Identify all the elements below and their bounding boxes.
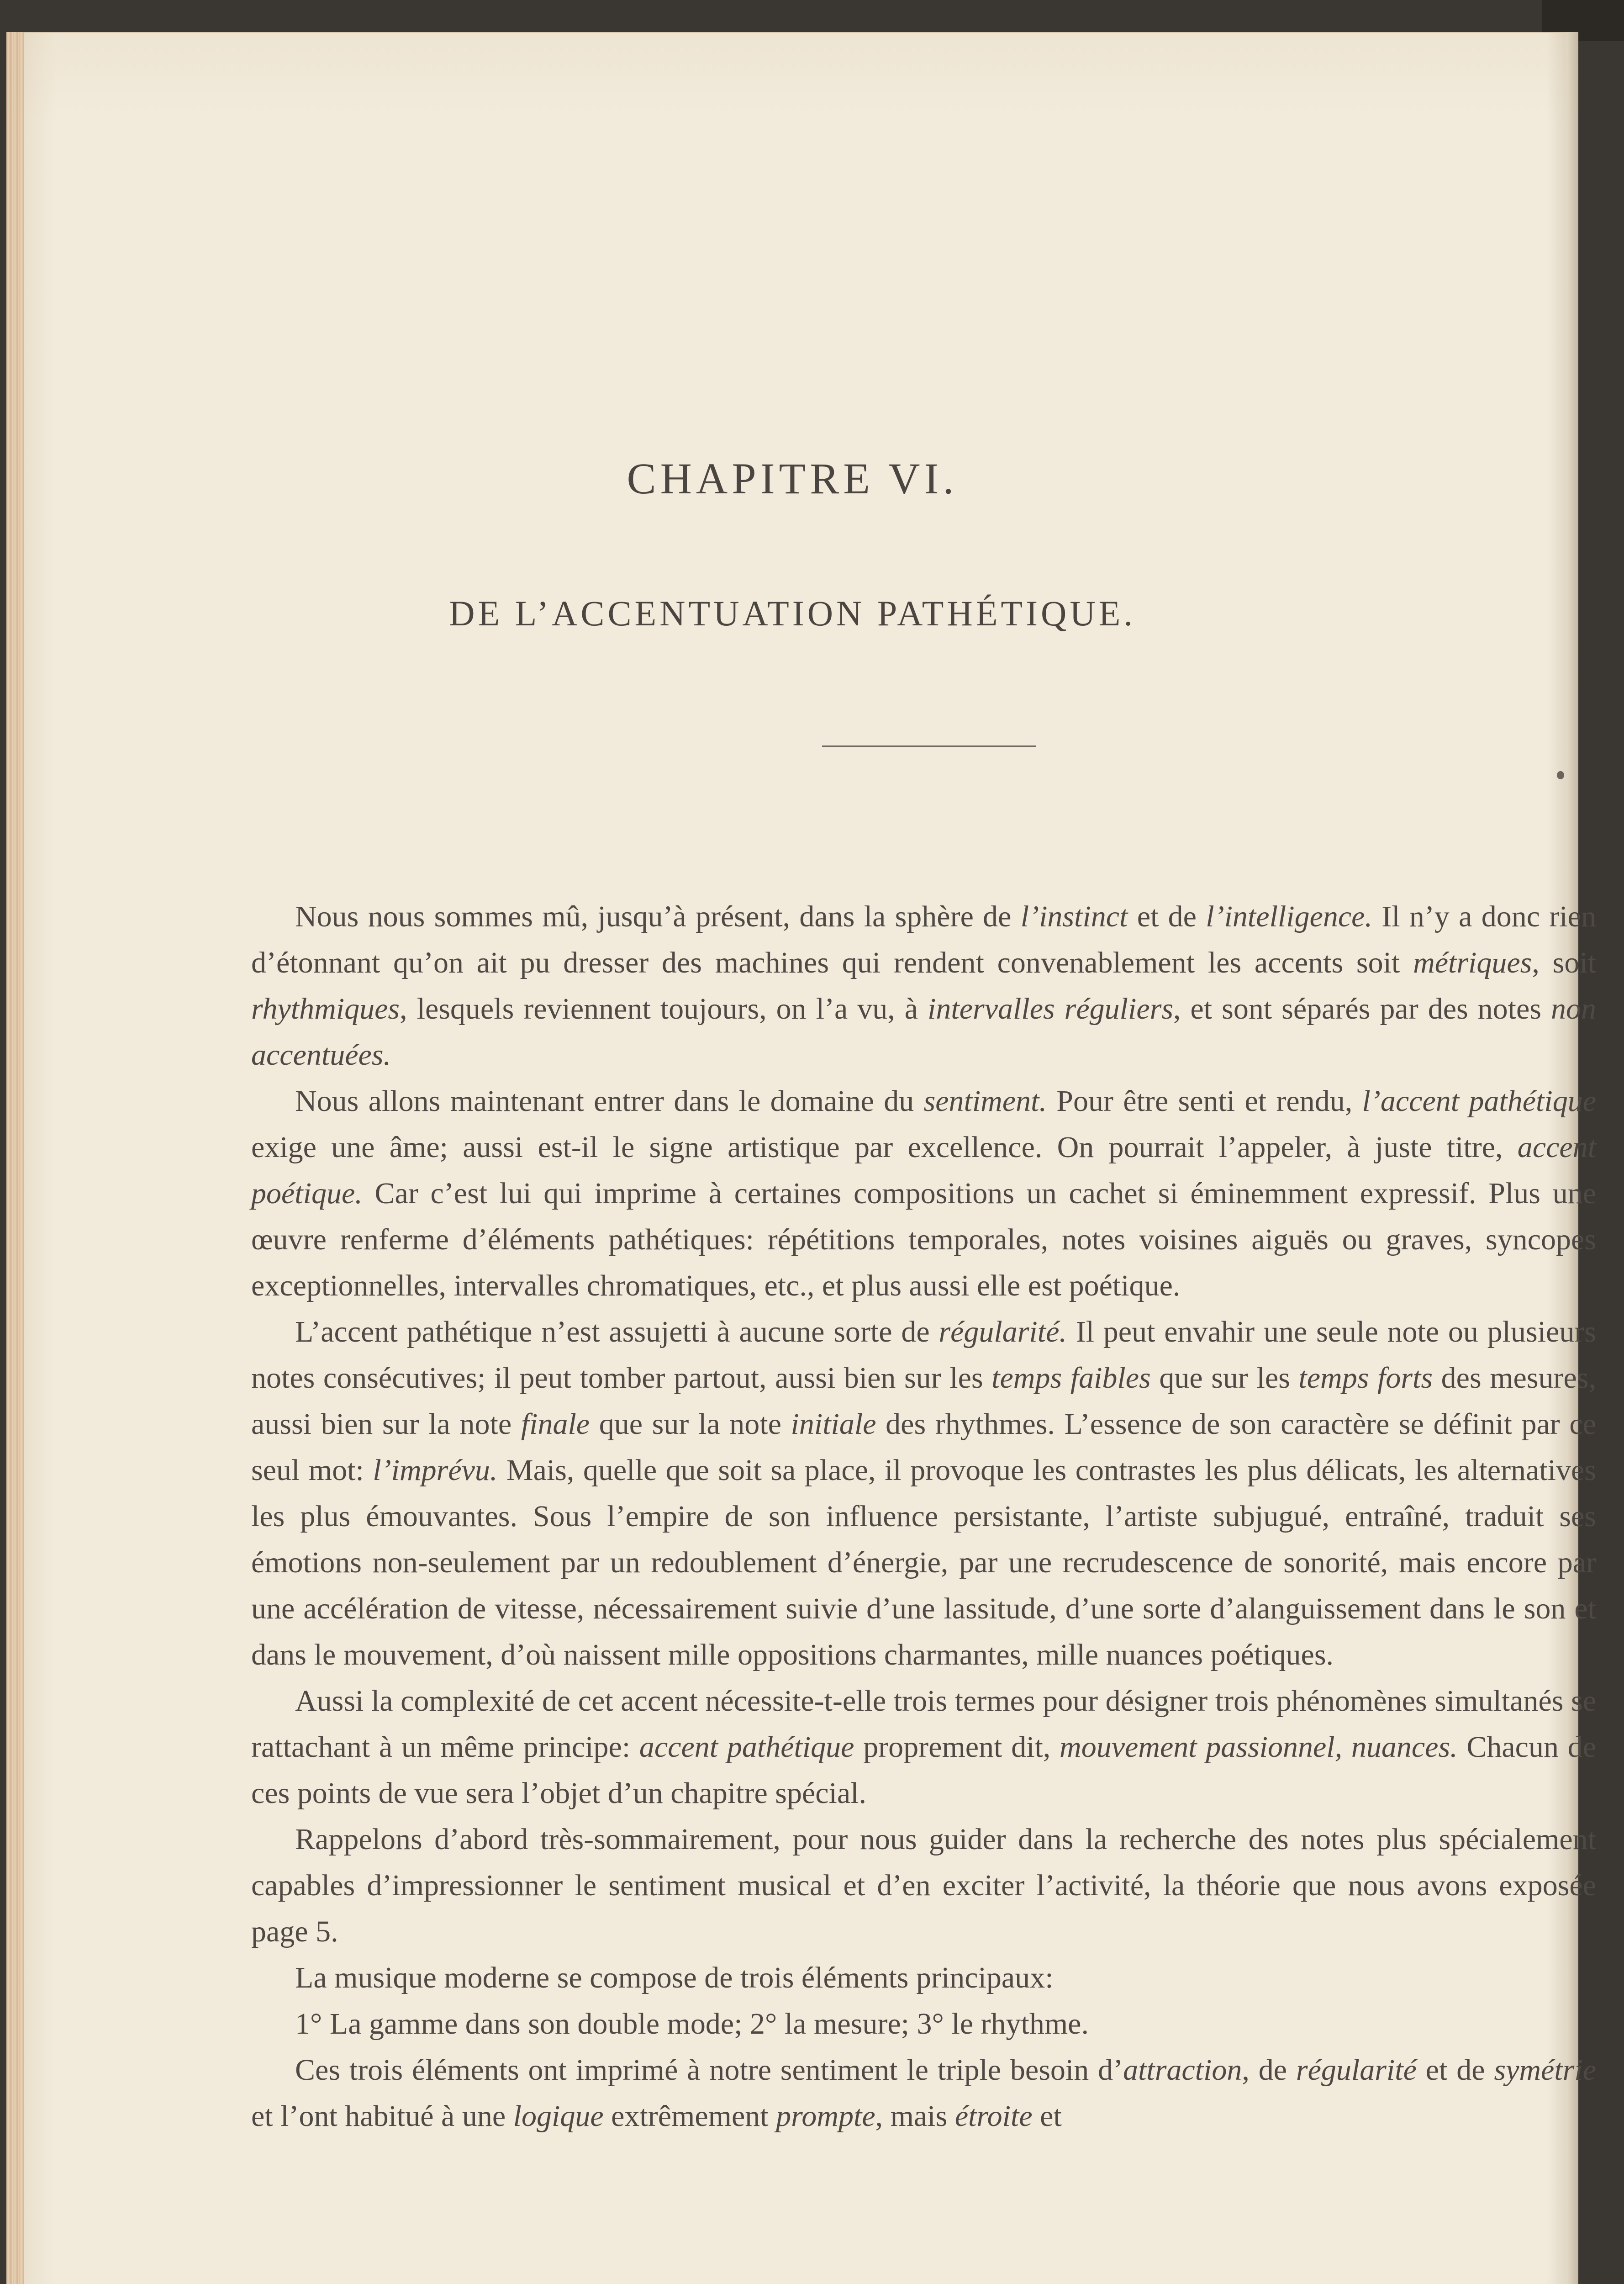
book-page (6, 32, 1596, 2284)
text-run: et (1032, 2099, 1062, 2133)
italic-run: mouvement passionnel, nuances. (1060, 1730, 1458, 1764)
italic-run: temps faibles (991, 1361, 1151, 1395)
text-run: extrêmement (603, 2099, 776, 2133)
text-run: et de (1128, 900, 1206, 933)
italic-run: attraction (1123, 2053, 1242, 2087)
text-run: Pour être senti et rendu, (1046, 1084, 1362, 1118)
text-run: et l’ont habitué à une (251, 2099, 513, 2133)
text-run: exige une âme; aussi est-il le signe artistique par excellence. On pourrait l’appeler, à juste titre, (251, 1131, 1518, 1164)
italic-run: non accentuées. (251, 992, 1596, 1072)
text-run: , soit (1532, 946, 1596, 979)
text-run: que sur la note (590, 1407, 791, 1441)
italic-run: l’imprévu. (373, 1454, 498, 1487)
italic-run: l’instinct (1020, 900, 1128, 933)
text-run: et de (1416, 2053, 1494, 2087)
chapter-title: CHAPITRE VI. (627, 454, 958, 503)
text-run: Car c’est lui qui imprime à certaines compositions un cachet si éminemment expressif. Plus une œuvre renferme d’éléments pathétiques: répétitions temporales, notes voisines aiguës ou graves, syncopes exceptionnelles, intervalles chromatiques, etc., et plus aussi elle est poétique. (251, 1177, 1596, 1302)
text-run: proprement dit, (854, 1730, 1060, 1764)
text-run: Aussi la complexité de cet accent nécessite-t-elle trois termes pour désigner trois phénomènes simultanés se rattachant à un même principe: (251, 1684, 1596, 1764)
italic-run: accent pathétique (639, 1730, 854, 1764)
text-run: 1° La gamme dans son double mode; 2° la mesure; 3° le rhythme. (295, 2007, 1089, 2041)
paragraph (251, 1678, 1596, 1816)
text-run: La musique moderne se compose de trois éléments principaux: (295, 1961, 1054, 1994)
text-run: Chacun de ces points de vue sera l’objet d’un chapitre spécial. (251, 1730, 1596, 1810)
italic-run: l’intelligence. (1206, 900, 1372, 933)
italic-run: initiale (791, 1407, 876, 1441)
text-run: Il peut envahir une seule note ou plusieurs notes consécutives; il peut tomber partout, aussi bien sur les (251, 1315, 1596, 1395)
paragraph (251, 894, 1596, 1078)
paragraph (251, 1078, 1596, 1309)
text-run: des rhythmes. L’essence de son caractère se définit par ce seul mot: (251, 1407, 1596, 1487)
paragraph (251, 1816, 1596, 1955)
chapter-subtitle: DE L’ACCENTUATION PATHÉTIQUE. (449, 593, 1136, 633)
italic-run: régularité (1296, 2053, 1417, 2087)
italic-run: métriques (1413, 946, 1532, 979)
ink-mark (1557, 771, 1564, 779)
text-run: , mais (875, 2099, 955, 2133)
text-run: Ces trois éléments ont imprimé à notre sentiment le triple besoin d’ (295, 2053, 1123, 2087)
italic-run: logique (513, 2099, 604, 2133)
text-run: , de (1242, 2053, 1296, 2087)
italic-run: étroite (954, 2099, 1033, 2133)
text-run: des mesures, aussi bien sur la note (251, 1361, 1596, 1441)
text-run: Nous nous sommes mû, jusqu’à présent, dans la sphère de (295, 900, 1021, 933)
text-run: que sur les (1150, 1361, 1299, 1395)
paragraph (251, 1955, 1596, 2001)
italic-run: temps forts (1298, 1361, 1433, 1395)
text-run: , lesquels reviennent toujours, on l’a vu, à (400, 992, 928, 1026)
text-run: L’accent pathétique n’est assujetti à aucune sorte de (295, 1315, 939, 1348)
italic-run: l’accent pathétique (1362, 1084, 1596, 1118)
text-run: , et sont séparés par des notes (1173, 992, 1551, 1026)
chapter-body (251, 894, 1596, 2139)
text-run: Nous allons maintenant entrer dans le domaine du (295, 1084, 924, 1118)
italic-run: sentiment. (923, 1084, 1047, 1118)
page-gutter-edge (6, 32, 24, 2284)
paragraph (251, 1309, 1596, 1678)
section-rule (822, 745, 1036, 747)
italic-run: intervalles réguliers (928, 992, 1173, 1026)
text-run: Rappelons d’abord très-sommairement, pour nous guider dans la recherche des notes plus spécialement capables d’impressionner le sentiment musical et d’en exciter l’activité, la théorie que nous avons exposée page 5. (251, 1823, 1596, 1948)
paragraph (251, 2047, 1596, 2139)
italic-run: accent poétique. (251, 1131, 1596, 1210)
text-run: Mais, quelle que soit sa place, il provoque les contrastes les plus délicats, les alternatives les plus émouvantes. Sous l’empire de son influence persistante, l’artiste subjugué, entraîné, traduit ses émotions non-seulement par un redoublement d’énergie, par une recrudescence de sonorité, mais encore par une accélération de vitesse, nécessairement suivie d’une lassitude, d’une sorte d’alanguissement dans le son et dans le mouvement, d’où naissent mille oppositions charmantes, mille nuances poétiques. (251, 1454, 1596, 1671)
italic-run: rhythmiques (251, 992, 400, 1026)
text-run: Il n’y a donc rien d’étonnant qu’on ait pu dresser des machines qui rendent convenablement les accents soit (251, 900, 1596, 979)
italic-run: prompte (776, 2099, 875, 2133)
paragraph (251, 2001, 1596, 2047)
italic-run: symétrie (1494, 2053, 1596, 2087)
italic-run: finale (521, 1407, 590, 1441)
italic-run: régularité. (939, 1315, 1067, 1348)
